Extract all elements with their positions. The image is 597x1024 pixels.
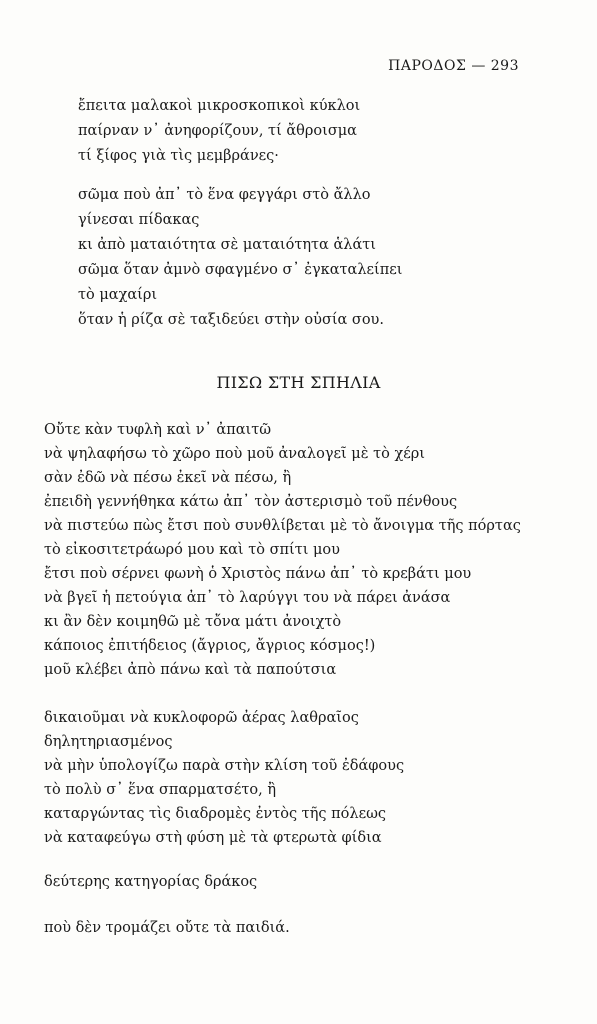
poem-line: νὰ πιστεύω πὼς ἔτσι ποὺ συνθλίβεται μὲ τὸ ἄνοιγμα τῆς πόρτας xyxy=(44,518,521,534)
poem-line: τί ξίφος γιὰ τὶς μεμβράνες· xyxy=(78,148,279,164)
poem-line: ἔτσι ποὺ σέρνει φωνὴ ὁ Χριστὸς πάνω ἀπ᾽ τὸ κρεβάτι μου xyxy=(44,566,472,582)
poem-line: κάποιος ἐπιτήδειος (ἄγριος, ἄγριος κόσμος!) xyxy=(44,638,376,654)
poem-line: γίνεσαι πίδακας xyxy=(78,212,200,228)
poem-line: σὰν ἐδῶ νὰ πέσω ἐκεῖ νὰ πέσω, ἢ xyxy=(44,470,292,486)
poem-line: κι ἂν δὲν κοιμηθῶ μὲ τὄνα μάτι ἀνοιχτὸ xyxy=(44,614,342,630)
poem-line: μοῦ κλέβει ἀπὸ πάνω καὶ τὰ παπούτσια xyxy=(44,662,337,678)
poem-line: τὸ μαχαίρι xyxy=(78,287,158,303)
running-header: ΠΑΡΟΔΟΣ — 293 xyxy=(388,58,519,74)
poem-line: ἐπειδὴ γεννήθηκα κάτω ἀπ᾽ τὸν ἀστερισμὸ τοῦ πένθους xyxy=(44,494,458,510)
poem-line: Οὔτε κὰν τυφλὴ καὶ ν᾽ ἀπαιτῶ xyxy=(44,422,272,438)
poem-line: κι ἀπὸ ματαιότητα σὲ ματαιότητα ἁλάτι xyxy=(78,237,376,253)
poem-line: νὰ καταφεύγω στὴ φύση μὲ τὰ φτερωτὰ φίδια xyxy=(44,830,382,846)
poem-line: νὰ μὴν ὑπολογίζω παρὰ στὴν κλίση τοῦ ἐδάφους xyxy=(44,758,405,774)
poem-line: σῶμα ὅταν ἀμνὸ σφαγμένο σ᾽ ἐγκαταλείπει xyxy=(78,262,403,278)
poem-line: ἔπειτα μαλακοὶ μικροσκοπικοὶ κύκλοι xyxy=(78,98,361,114)
poem-line: ποὺ δὲν τρομάζει οὔτε τὰ παιδιά. xyxy=(44,920,290,936)
poem-line: δικαιοῦμαι νὰ κυκλοφορῶ ἀέρας λαθραῖος xyxy=(44,710,359,726)
poem-line: ὅταν ἡ ρίζα σὲ ταξιδεύει στὴν οὐσία σου. xyxy=(78,312,384,328)
poem-line: τὸ εἰκοσιτετράωρό μου καὶ τὸ σπίτι μου xyxy=(44,542,340,558)
poem-line: νὰ ψηλαφήσω τὸ χῶρο ποὺ μοῦ ἀναλογεῖ μὲ τὸ χέρι xyxy=(44,446,425,462)
poem-line: παίρναν ν᾽ ἀνηφορίζουν, τί ἄθροισμα xyxy=(78,123,357,139)
poem-line: σῶμα ποὺ ἀπ᾽ τὸ ἕνα φεγγάρι στὸ ἄλλο xyxy=(78,187,371,203)
poem-line: δηλητηριασμένος xyxy=(44,734,173,750)
poem-line: καταργώντας τὶς διαδρομὲς ἐντὸς τῆς πόλεως xyxy=(44,806,387,822)
poem-line: τὸ πολὺ σ᾽ ἕνα σπαρματσέτο, ἢ xyxy=(44,782,277,798)
poem-line: δεύτερης κατηγορίας δράκος xyxy=(44,874,258,890)
poem-title: ΠΙΣΩ ΣΤΗ ΣΠΗΛΙΑ xyxy=(216,373,381,392)
poem-line: νὰ βγεῖ ἡ πετούγια ἀπ᾽ τὸ λαρύγγι του νὰ πάρει ἀνάσα xyxy=(44,590,451,606)
